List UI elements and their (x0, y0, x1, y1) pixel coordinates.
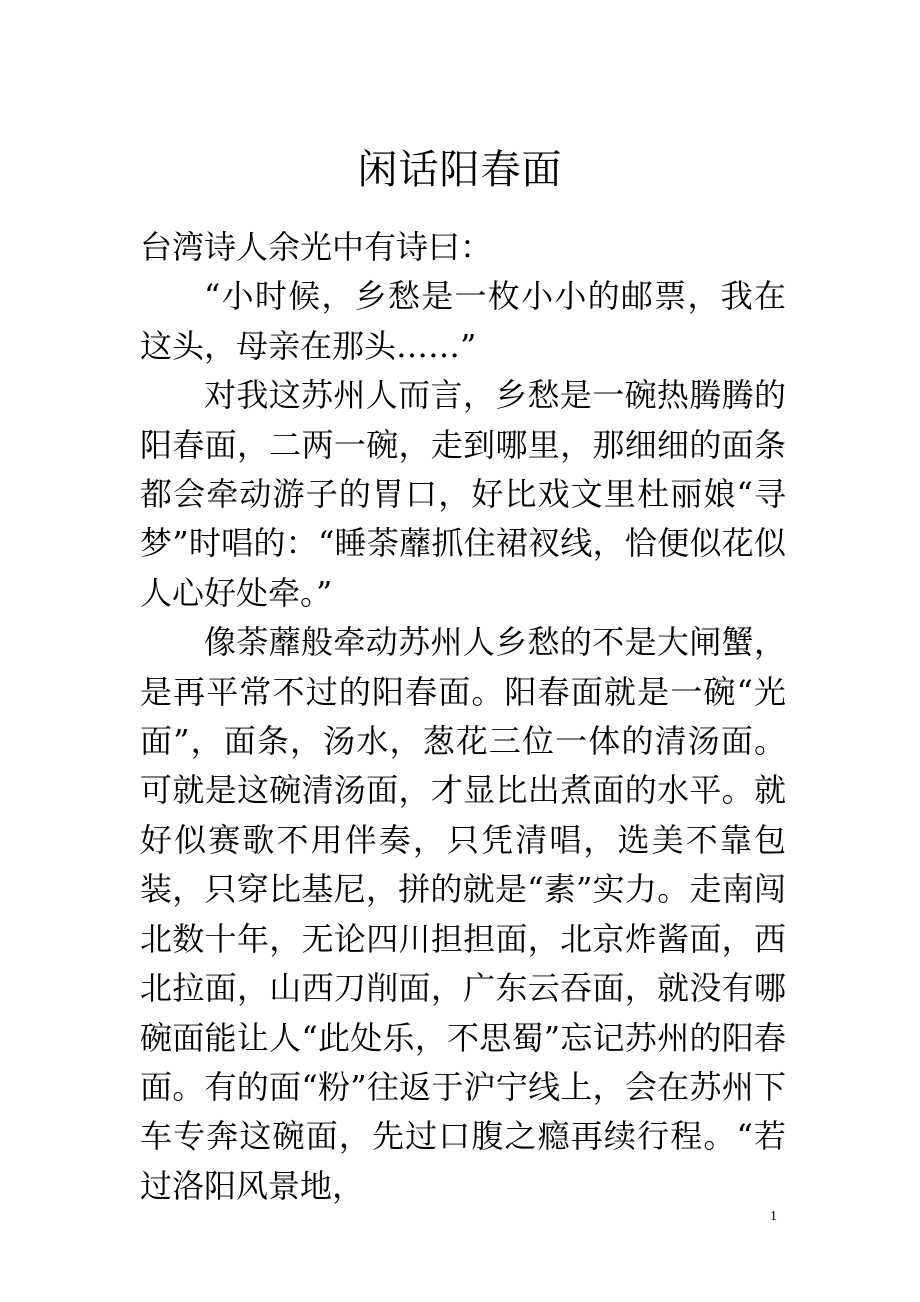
paragraph-yangchun-noodles: 像荼蘼般牵动苏州人乡愁的不是大闸蟹，是再平常不过的阳春面。阳春面就是一碗“光面”，面条，汤水，葱花三位一体的清汤面。可就是这碗清汤面，才显比出煮面的水平。就好似赛歌不用伴奏，只凭清唱，选美不靠包装，只穿比基尼，拼的就是“素”实力。走南闯北数十年，无论四川担担面，北京炸酱面，西北拉面，山西刀削面，广东云吞面，就没有哪碗面能让人“此处乐，不思蜀”忘记苏州的阳春面。有的面“粉”往返于沪宁线上，会在苏州下车专奔这碗面，先过口腹之瘾再续行程。“若过洛阳风景地， (140, 623, 786, 1205)
paragraph-homesickness: 对我这苏州人而言，乡愁是一碗热腾腾的阳春面，二两一碗，走到哪里，那细细的面条都会牵动游子的胃口，好比戏文里杜丽娘“寻梦”时唱的：“睡荼蘼抓住裙衩线，恰便似花似人心好处牵。” (140, 376, 786, 612)
page-number: 1 (770, 1209, 777, 1224)
paragraph-poem-quote: “小时候，乡愁是一枚小小的邮票，我在这头，母亲在那头……” (140, 277, 786, 365)
document-title: 闲话阳春面 (357, 147, 563, 193)
document-body (140, 223, 786, 1211)
paragraph-intro: 台湾诗人余光中有诗曰： (140, 228, 493, 266)
